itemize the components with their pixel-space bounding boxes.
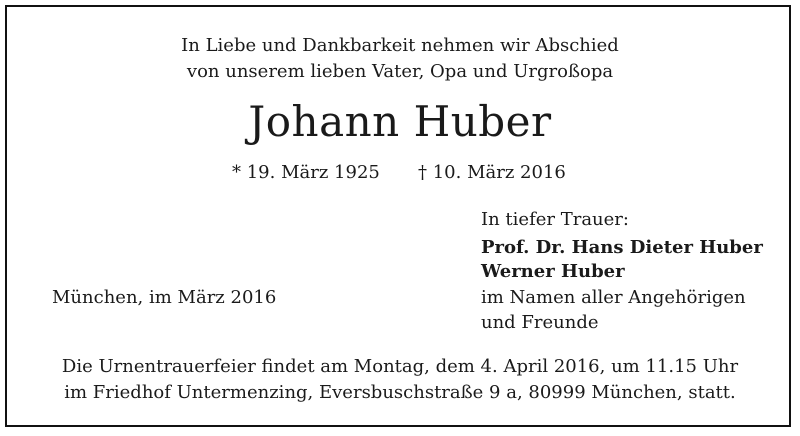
birth-date: * 19. März 1925	[232, 162, 380, 183]
death-date: † 10. März 2016	[418, 162, 566, 183]
mourning-heading: In tiefer Trauer:	[481, 209, 629, 230]
intro-line-1: In Liebe und Dankbarkeit nehmen wir Abschied	[181, 35, 619, 56]
ceremony-line-2: im Friedhof Untermenzing, Eversbuschstraße 9 a, 80999 München, statt.	[64, 382, 736, 403]
deceased-name: Johann Huber	[248, 97, 552, 146]
place-date: München, im März 2016	[52, 287, 277, 308]
mourner-name: Werner Huber	[481, 261, 625, 282]
mourner-name: Prof. Dr. Hans Dieter Huber	[481, 237, 763, 258]
ceremony-line-1: Die Urnentrauerfeier findet am Montag, dem 4. April 2016, um 11.15 Uhr	[61, 356, 739, 377]
intro-line-2: von unserem lieben Vater, Opa und Urgroßopa	[186, 61, 614, 82]
mourners-line-2: und Freunde	[481, 312, 599, 333]
mourners-line-1: im Namen aller Angehörigen	[481, 287, 746, 308]
